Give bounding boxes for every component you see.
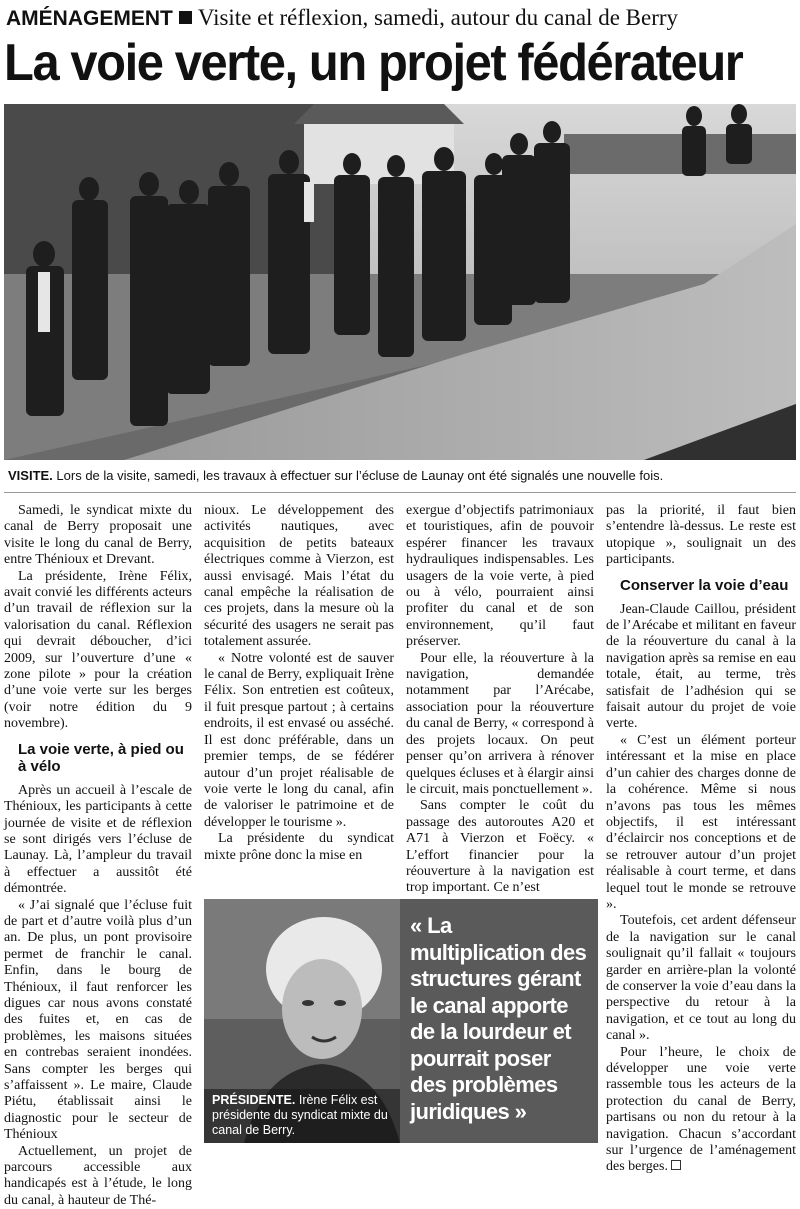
caption-divider: [4, 492, 796, 493]
paragraph: pas la priorité, il faut bien s’entendre là-dessus. Le reste est utopique », soulignait un des participants.: [606, 503, 796, 568]
president-portrait: [204, 899, 400, 1143]
paragraph: Samedi, le syndicat mixte du canal de Berry proposait une visite le long du canal de Berry, entre Thénioux et Drevant.: [4, 503, 192, 568]
paragraph: « Notre volonté est de sauver le canal de Berry, expliquait Irène Félix. Son entretien est coûteux, il fuit presque partout ; à certains endroits, il est envasé ou asséché. Il est donc préférable, dans un premier temps, de se fédérer autour d’un projet réalisable de voie verte le long du canal, afin de valoriser le patrimoine et de développer le tourisme ».: [204, 650, 394, 830]
section-rubric: AMÉNAGEMENT: [6, 7, 173, 30]
paragraph: Toutefois, cet ardent défenseur de la navigation sur le canal soulignait qu’il fallait « toujours garder en arrière-plan la volonté de conserver la voie d’eau dans la perspective du retour à la navigation, et ce tout au long du canal ».: [606, 913, 796, 1044]
paragraph: La présidente du syndicat mixte prône donc la mise en: [204, 831, 394, 863]
kicker-text: Visite et réflexion, samedi, autour du canal de Berry: [197, 5, 679, 30]
caption-label: VISITE.: [8, 468, 53, 483]
article-column-3: [406, 503, 594, 896]
paragraph: Après un accueil à l’escale de Thénioux, les participants à cette journée de visite et de réflexion se sont dirigés vers l’écluse de Launay. Là, l’ampleur du travail à effectuer a aussitôt été démontrée.: [4, 782, 192, 897]
paragraph: « C’est un élément porteur intéressant et la mise en place d’un cahier des charges donne de la cohérence. Même si nous n’avons pas tous les mêmes objectifs, il est intéressant d’éclaircir nos conceptions et de se retrouver autour d’un projet réalisable à court terme, et dans lequel tout le monde se retrouve ».: [606, 732, 796, 912]
paragraph: nioux. Le développement des activités nautiques, avec acquisition de petits bateaux électriques comme à Vierzon, est aussi envisagé. Mais l’état du canal empêche la réalisation de ces projets, dans la mesure où la sécurité des usagers ne serait pas totalement assurée.: [204, 503, 394, 650]
pull-quote: « La multiplication des structures gérant le canal apporte de la lourdeur et pourrait poser des problèmes juridiques »: [400, 899, 598, 1143]
paragraph: Jean-Claude Caillou, président de l’Arécabe et militant en faveur de la réouverture du canal à la navigation après sa remise en eau totale, était, au terme, très satisfait de l’adhésion qui se faisait autour du projet de voie verte.: [606, 601, 796, 732]
caption-text: Lors de la visite, samedi, les travaux à effectuer sur l’écluse de Launay ont été signalés une nouvelle fois.: [56, 468, 664, 483]
paragraph: Actuellement, un projet de parcours accessible aux handicapés est à l’étude, le long du canal, à hauteur de Thé-: [4, 1143, 192, 1208]
paragraph-text: Pour l’heure, le choix de développer une voie verte rassemble tous les acteurs de la protection du canal de Berry, partisans ou non du retour à la navigation. Chacun s’accordant sur l’urgence de l’aménagement des berges.: [606, 1044, 796, 1175]
paragraph: « J’ai signalé que l’écluse fuit de part et d’autre voilà plus d’un an. De plus, un pont provisoire permet de franchir le canal. Enfin, dans le bourg de Thénioux, il faut renforcer les digues car nous avons constaté des fuites et, en cas de problèmes, les maisons situées en contrebas seraient inondées. Sans compter les berges qui s’affaissent ». Le maire, Claude Piétu, établissait ainsi le diagnostic pour le secteur de Thénioux: [4, 897, 192, 1143]
subheading: La voie verte, à pied ou à vélo: [18, 740, 184, 775]
paragraph: exergue d’objectifs patrimoniaux et touristiques, afin de pouvoir espérer financer les travaux hydrauliques indispensables. Les usagers de la voie verte, à pied ou à vélo, pourraient ainsi profiter du canal et de son environnement, qu’il faut préserver.: [406, 503, 594, 650]
group-visit-photo: [4, 104, 796, 460]
headline: La voie verte, un projet fédérateur: [4, 34, 743, 92]
article-column-2: [204, 503, 394, 863]
paragraph: Sans compter le coût du passage des autoroutes A20 et A71 à Vierzon et Foëcy. « L’effort financier pour la réouverture à la navigation est trop important. Ce n’est: [406, 798, 594, 896]
paragraph: La présidente, Irène Félix, avait convié les différents acteurs d’un travail de réflexion sur la valorisation du canal. Réflexion qui devrait déboucher, d’ici 2009, sur l’ouverture d’une « zone pilote » pour la création d’une voie verte sur les berges (voir notre édition du 9 novembre).: [4, 568, 192, 732]
photo-caption: [8, 467, 796, 484]
portrait-caption: [204, 1089, 400, 1143]
square-bullet-icon: [179, 11, 192, 24]
paragraph: Pour elle, la réouverture à la navigation, demandée notamment par l’Arécabe, association pour la réouverture du canal de Berry, « correspond à des projets locaux. On peut penser qu’on arrivera à rénover quelques écluses et à élargir ainsi le circuit, mais ponctuellement ».: [406, 650, 594, 797]
paragraph: [606, 1045, 796, 1176]
end-mark-icon: [671, 1160, 681, 1170]
article-column-1: [4, 503, 192, 1208]
subheading: Conserver la voie d’eau: [620, 576, 789, 594]
portrait-caption-text: Irène Félix est présidente du syndicat mixte du canal de Berry.: [212, 1093, 388, 1137]
portrait-caption-label: PRÉSIDENTE.: [212, 1093, 296, 1107]
article-column-4: [606, 503, 796, 1175]
canal-lock-scene: [4, 104, 796, 460]
kicker: [6, 4, 796, 32]
